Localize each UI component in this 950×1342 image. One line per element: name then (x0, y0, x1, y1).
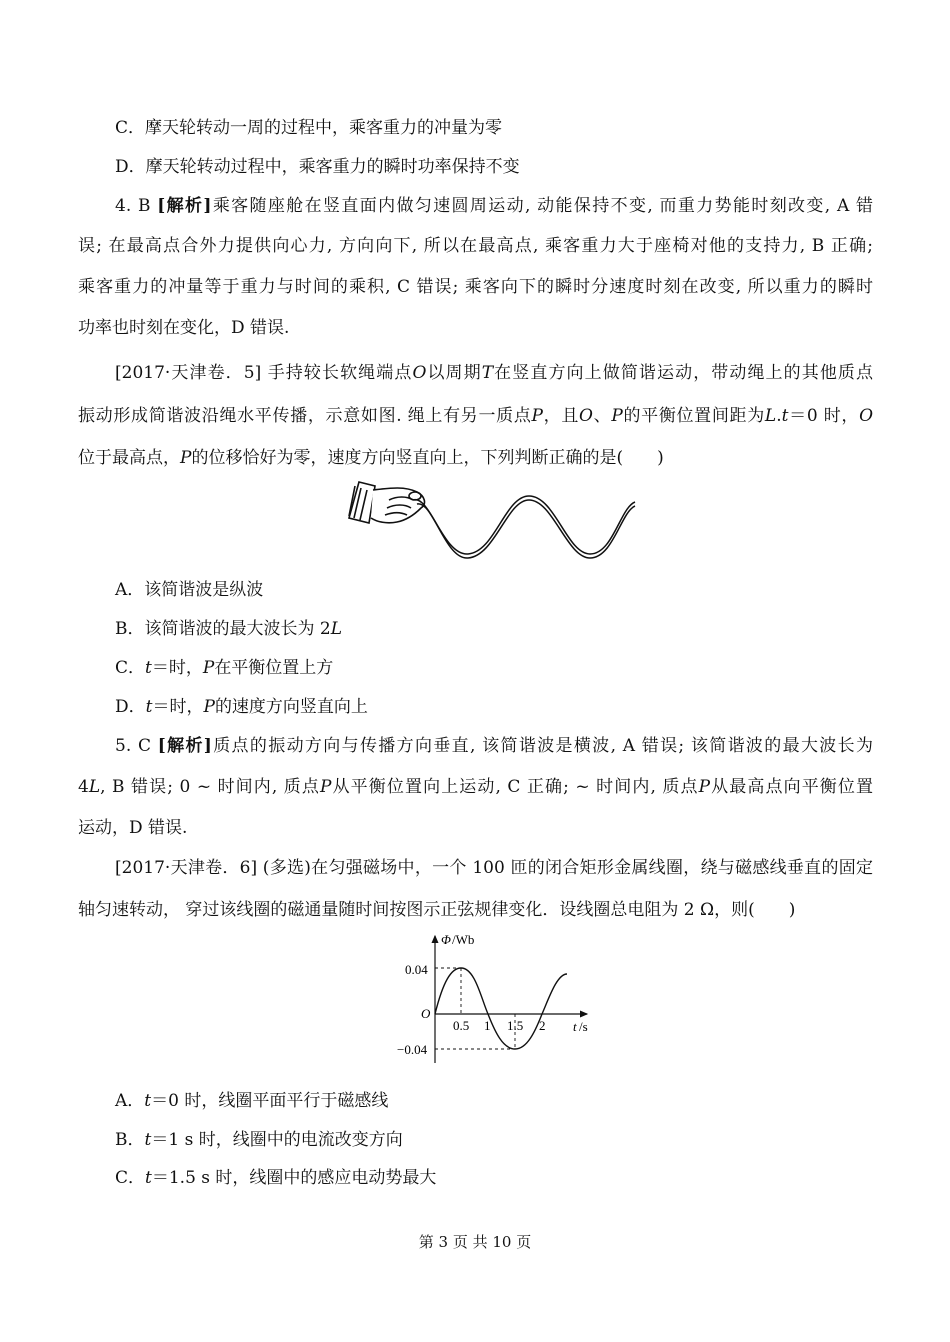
q-text: 的速度方向竖直向上 (214, 697, 368, 717)
var-p: P (611, 406, 623, 426)
q5-option-d (115, 696, 873, 718)
x-tick-2: 2 (539, 1018, 546, 1033)
answer-text: 从平衡位置向上运动, C 正确; ~ 时间内, 质点 (331, 777, 699, 797)
q-text: ＝时， (152, 697, 204, 717)
prev-option-c: C．摩天轮转动一周的过程中，乘客重力的冲量为零 (115, 118, 503, 138)
var-p: P (180, 448, 192, 468)
q-text: 在平衡位置上方 (214, 658, 334, 678)
q6-option-c (115, 1167, 873, 1189)
answer-text: 质点的振动方向与传播方向垂直, 该简谐波是横波, A 错误; 该简谐波的最大波长为 (211, 736, 873, 756)
q-text: ＝0 时，线圈平面平行于磁感线 (151, 1091, 389, 1111)
question-5-line-3 (78, 447, 873, 469)
answer-number: 4. B (115, 196, 151, 216)
var-l: L (330, 619, 343, 639)
q-text: B． (115, 1130, 145, 1150)
x-tick-1-5: 1.5 (507, 1018, 524, 1033)
rope-wave (413, 496, 635, 558)
analysis-tag: [解析] (157, 736, 212, 756)
flux-time-graph (395, 928, 595, 1068)
y-axis-symbol: Φ (441, 932, 451, 947)
q-text: ，且 (542, 406, 580, 426)
answer-4-line-3: 乘客重力的冲量等于重力与时间的乘积, C 错误; 乘客向下的瞬时分速度时刻在改变, 所以重力的瞬时 (78, 277, 873, 297)
x-axis-unit: /s (579, 1019, 588, 1034)
var-t: t (781, 406, 789, 426)
var-l: L (764, 406, 777, 426)
var-t: t (145, 658, 152, 678)
var-p: P (320, 777, 332, 797)
q-text: 在竖直方向上做简谐运动，带动绳上的其他质点 (493, 363, 874, 383)
q-text: 、 (592, 406, 612, 426)
q-text: D． (115, 697, 146, 717)
q-text: 振动形成简谐波沿绳水平传播，示意如图. 绳上有另一质点 (78, 406, 532, 426)
page-footer: 第 3 页 共 10 页 (418, 1233, 532, 1251)
q6-option-a (115, 1090, 873, 1112)
var-t: t (145, 1168, 152, 1188)
var-t: t (145, 697, 153, 717)
y-axis-unit: /Wb (452, 932, 475, 947)
answer-5-line-1 (115, 735, 873, 757)
var-p: P (202, 658, 215, 678)
answer-5-line-2 (78, 776, 873, 798)
q-text: C． (115, 1168, 146, 1188)
q5-option-c (115, 657, 873, 679)
q-text: 的平衡位置间距为 (622, 406, 765, 426)
analysis-tag: [解析] (157, 196, 212, 216)
var-t: t (144, 1091, 152, 1111)
var-o: O (579, 406, 593, 426)
prev-option-d: D．摩天轮转动过程中，乘客重力的瞬时功率保持不变 (115, 157, 520, 177)
rope-wave-figure (345, 478, 640, 560)
question-5-line-1 (115, 362, 873, 384)
var-o: O (859, 406, 874, 426)
answer-4-line-2: 误; 在最高点合外力提供向心力, 方向向下, 所以在最高点, 乘客重力大于座椅对他的支持力, B 正确; (78, 236, 873, 256)
answer-number: 5. C (115, 736, 151, 756)
var-l: L (88, 777, 101, 797)
x-tick-1: 1 (484, 1018, 491, 1033)
q-text: ＝1 s 时，线圈中的电流改变方向 (151, 1130, 403, 1150)
q-text: B．该简谐波的最大波长为 2 (115, 619, 331, 639)
answer-text: 乘客随座舱在竖直面内做匀速圆周运动, 动能保持不变, 而重力势能时刻改变, A 错 (211, 196, 874, 216)
q-text: 以周期 (426, 363, 482, 383)
y-tick-neg: −0.04 (397, 1042, 428, 1057)
q-text: A． (115, 1091, 145, 1111)
hand-icon (349, 482, 424, 523)
q6-option-b (115, 1129, 873, 1151)
var-o: O (412, 363, 427, 383)
q-text: 的位移恰好为零，速度方向竖直向上，下列判断正确的是( ) (191, 448, 664, 468)
q-text: ＝1.5 s 时，线圈中的感应电动势最大 (151, 1168, 437, 1188)
answer-text: , B 错误; 0 ~ 时间内, 质点 (100, 777, 321, 797)
answer-4-line-1 (115, 195, 873, 217)
answer-5-line-3: 运动，D 错误. (78, 818, 188, 838)
var-p: P (203, 697, 215, 717)
var-t-period: T (481, 363, 494, 383)
flux-sine-curve (435, 968, 567, 1049)
q-text: ＝时， (151, 658, 203, 678)
answer-4-line-4: 功率也时刻在变化，D 错误. (78, 318, 290, 338)
q-text: 位于最高点， (78, 448, 180, 468)
var-p: P (531, 406, 543, 426)
q-text: . (776, 406, 782, 426)
x-tick-0-5: 0.5 (453, 1018, 470, 1033)
x-axis-symbol: t (573, 1019, 577, 1034)
question-5-line-2 (78, 405, 873, 427)
q5-option-a: A．该简谐波是纵波 (115, 580, 264, 600)
var-t: t (144, 1130, 152, 1150)
q-text: ＝0 时， (788, 406, 860, 426)
q-text: [2017·天津卷．5] 手持较长软绳端点 (115, 363, 413, 383)
question-6-line-2: 轴匀速转动， 穿过该线圈的磁通量随时间按图示正弦规律变化．设线圈总电阻为 2 Ω，则( ) (78, 900, 796, 920)
answer-text: 4 (78, 777, 89, 797)
y-tick-pos: 0.04 (405, 962, 428, 977)
var-p: P (698, 777, 711, 797)
answer-text: 从最高点向平衡位置 (710, 777, 874, 797)
q5-option-b (115, 618, 873, 640)
question-6-line-1: [2017·天津卷．6] (多选)在匀强磁场中，一个 100 匝的闭合矩形金属线圈，绕与磁感线垂直的固定 (115, 858, 873, 878)
origin-label: O (421, 1006, 431, 1021)
q-text: C． (115, 658, 146, 678)
